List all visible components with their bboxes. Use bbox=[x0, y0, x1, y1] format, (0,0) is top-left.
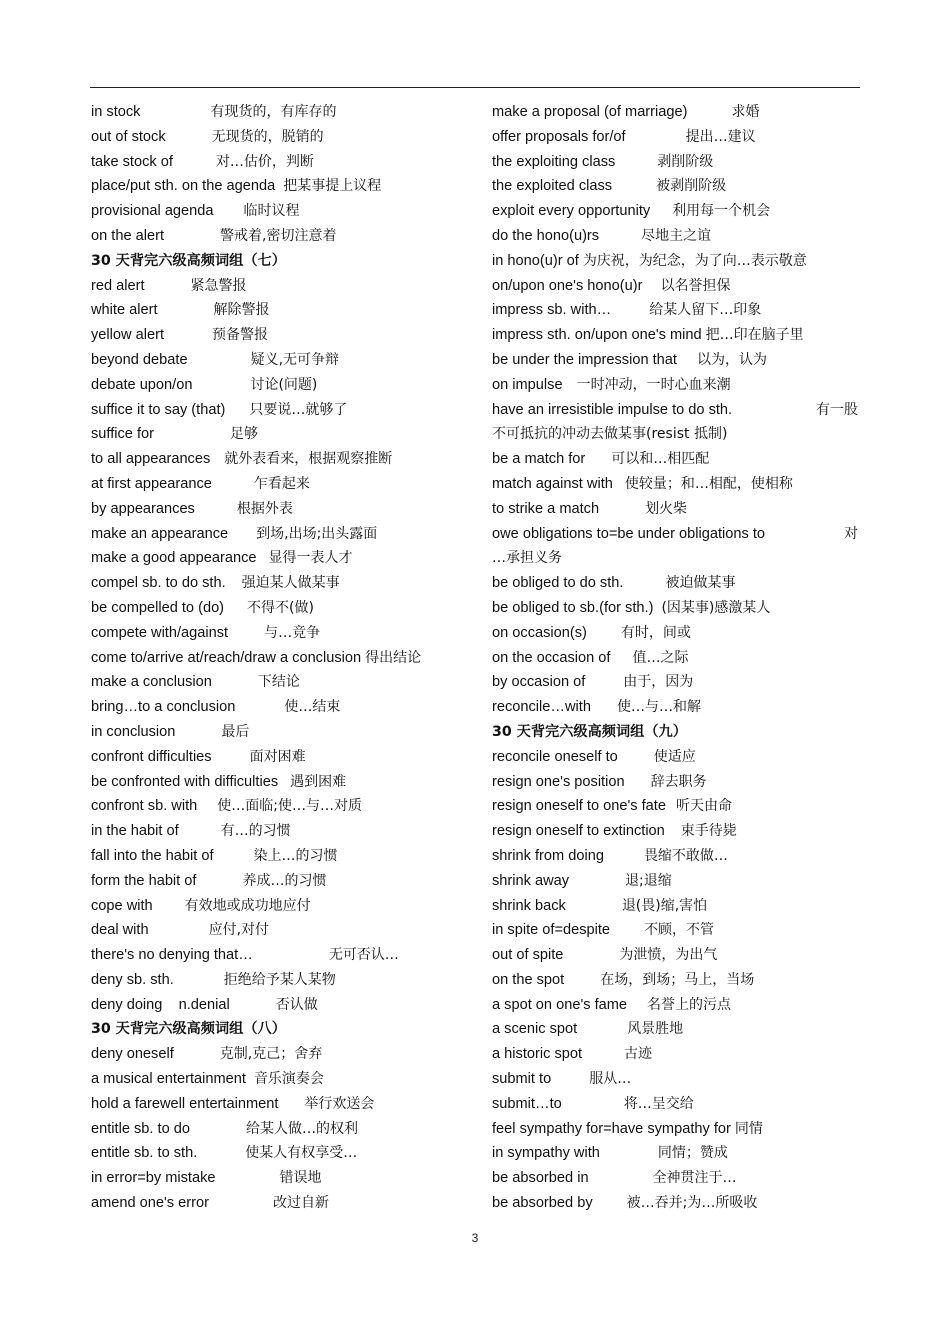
chinese-meaning: 束手待毙 bbox=[680, 823, 737, 840]
english-phrase: make a good appearance bbox=[91, 550, 257, 567]
phrase-entry bbox=[91, 422, 466, 447]
chinese-meaning: 只要说…就够了 bbox=[249, 401, 348, 418]
chinese-meaning: 尽地主之谊 bbox=[641, 227, 712, 244]
phrase-entry bbox=[91, 596, 466, 621]
phrase-entry bbox=[492, 497, 864, 522]
phrase-entry bbox=[91, 770, 466, 795]
phrase-entry bbox=[91, 1092, 466, 1117]
phrase-entry bbox=[492, 174, 864, 199]
phrase-entry bbox=[91, 968, 466, 993]
english-phrase: reconcile…with bbox=[492, 699, 591, 716]
english-phrase: there's no denying that… bbox=[91, 947, 253, 964]
english-phrase: place/put sth. on the agenda bbox=[91, 178, 276, 195]
chinese-meaning: 可以和…相匹配 bbox=[611, 451, 710, 468]
chinese-meaning: 紧急警报 bbox=[190, 277, 247, 294]
chinese-meaning: 把…印在脑子里 bbox=[705, 327, 804, 344]
english-phrase: form the habit of bbox=[91, 872, 197, 889]
english-phrase: suffice for bbox=[91, 426, 154, 443]
chinese-meaning: 由于，因为 bbox=[623, 674, 694, 691]
chinese-meaning: 使…面临;使…与…对质 bbox=[217, 798, 362, 815]
phrase-entry bbox=[492, 522, 864, 547]
chinese-meaning: 使较量；和…相配，使相称 bbox=[624, 475, 793, 492]
phrase-entry bbox=[492, 447, 864, 472]
chinese-meaning: …承担义务 bbox=[492, 550, 562, 567]
chinese-meaning: 使适应 bbox=[653, 748, 696, 765]
chinese-meaning: 面对困难 bbox=[249, 748, 306, 765]
chinese-meaning: 音乐演奏会 bbox=[253, 1071, 324, 1088]
chinese-meaning: 以名誉担保 bbox=[660, 277, 731, 294]
english-phrase: a scenic spot bbox=[492, 1021, 578, 1038]
english-phrase: deny sb. sth. bbox=[91, 971, 174, 988]
chinese-meaning: 养成…的习惯 bbox=[242, 872, 327, 889]
chinese-meaning: 全神贯注于… bbox=[652, 1170, 737, 1187]
english-phrase: resign oneself to extinction bbox=[492, 823, 665, 840]
english-phrase: on the spot bbox=[492, 971, 565, 988]
english-phrase: to all appearances bbox=[91, 451, 211, 468]
chinese-meaning: 有…的习惯 bbox=[220, 823, 291, 840]
phrase-entry bbox=[492, 869, 864, 894]
chinese-meaning: 为泄愤，为出气 bbox=[619, 947, 718, 964]
phrase-entry bbox=[492, 894, 864, 919]
phrase-entry bbox=[91, 621, 466, 646]
phrase-entry bbox=[492, 546, 864, 571]
chinese-meaning: 一时冲动，一时心血来潮 bbox=[576, 376, 731, 393]
chinese-meaning: 最后 bbox=[221, 723, 250, 740]
phrase-entry bbox=[91, 695, 466, 720]
chinese-meaning: 得出结论 bbox=[365, 649, 422, 666]
phrase-entry bbox=[492, 1141, 864, 1166]
section-heading: 30 天背完六级高频词组（九） bbox=[492, 723, 687, 740]
english-phrase: on/upon one's hono(u)r bbox=[492, 277, 643, 294]
chinese-meaning: 就外表看来，根据观察推断 bbox=[224, 451, 393, 468]
chinese-meaning: 被…吞并;为…所吸收 bbox=[626, 1195, 758, 1212]
phrase-entry bbox=[492, 472, 864, 497]
english-phrase: entitle sb. to sth. bbox=[91, 1145, 198, 1162]
chinese-meaning: 与…竞争 bbox=[264, 624, 321, 641]
phrase-entry bbox=[91, 447, 466, 472]
english-phrase: compel sb. to do sth. bbox=[91, 575, 226, 592]
chinese-meaning: 风景胜地 bbox=[627, 1021, 684, 1038]
phrase-entry bbox=[91, 1042, 466, 1067]
phrase-entry bbox=[492, 571, 864, 596]
english-phrase: be absorbed in bbox=[492, 1170, 589, 1187]
english-phrase: red alert bbox=[91, 277, 145, 294]
phrase-entry bbox=[91, 794, 466, 819]
chinese-meaning: 对 bbox=[844, 525, 858, 542]
phrase-entry bbox=[492, 918, 864, 943]
phrase-entry bbox=[492, 646, 864, 671]
page-number: 3 bbox=[471, 1231, 479, 1245]
english-phrase: a historic spot bbox=[492, 1046, 583, 1063]
english-phrase: be under the impression that bbox=[492, 351, 677, 368]
chinese-meaning: 古迹 bbox=[624, 1046, 653, 1063]
chinese-meaning: 克制,克己；舍弃 bbox=[219, 1046, 323, 1063]
chinese-meaning: 否认做 bbox=[275, 996, 318, 1013]
top-rule bbox=[90, 87, 860, 88]
english-phrase: deny oneself bbox=[91, 1046, 174, 1063]
chinese-meaning: 应付,对付 bbox=[208, 922, 270, 939]
english-phrase: a spot on one's fame bbox=[492, 996, 628, 1013]
chinese-meaning: 预备警报 bbox=[212, 327, 268, 344]
chinese-meaning: 警戒着,密切注意着 bbox=[220, 227, 337, 244]
chinese-meaning: 临时议程 bbox=[243, 203, 300, 220]
chinese-meaning: 根据外表 bbox=[236, 500, 293, 517]
english-phrase: exploit every opportunity bbox=[492, 203, 651, 220]
english-phrase: out of spite bbox=[492, 947, 564, 964]
chinese-meaning: 提出…建议 bbox=[685, 128, 756, 145]
english-phrase: take stock of bbox=[91, 153, 173, 170]
chinese-meaning: 不得不(做) bbox=[247, 599, 314, 616]
chinese-meaning: 给某人留下…印象 bbox=[649, 302, 762, 319]
phrase-entry bbox=[91, 918, 466, 943]
chinese-meaning: 把某事提上议程 bbox=[283, 178, 382, 195]
phrase-entry bbox=[91, 174, 466, 199]
chinese-meaning: 被剥削阶级 bbox=[656, 178, 727, 195]
section-heading: 30 天背完六级高频词组（七） bbox=[91, 252, 286, 269]
chinese-meaning: 求婚 bbox=[731, 104, 760, 120]
phrase-entry bbox=[492, 348, 864, 373]
english-phrase: cope with bbox=[91, 897, 153, 914]
english-phrase: at first appearance bbox=[91, 475, 212, 492]
phrase-entry bbox=[492, 1092, 864, 1117]
chinese-meaning: 疑义,无可争辩 bbox=[250, 351, 340, 368]
english-phrase: feel sympathy for=have sympathy for bbox=[492, 1120, 731, 1137]
chinese-meaning: 染上…的习惯 bbox=[253, 847, 338, 864]
chinese-meaning: 使…与…和解 bbox=[616, 699, 701, 716]
phrase-entry bbox=[492, 670, 864, 695]
phrase-entry bbox=[91, 398, 466, 423]
chinese-meaning: 利用每一个机会 bbox=[672, 203, 771, 220]
chinese-meaning: 剥削阶级 bbox=[657, 153, 714, 170]
chinese-meaning: 辞去职务 bbox=[650, 773, 707, 790]
english-phrase: deal with bbox=[91, 922, 149, 939]
chinese-meaning: 同情；赞成 bbox=[657, 1145, 728, 1162]
english-phrase: deny doing n.denial bbox=[91, 996, 230, 1013]
english-phrase: do the hono(u)rs bbox=[492, 227, 600, 244]
chinese-meaning: 有一股 bbox=[816, 401, 858, 418]
phrase-entry bbox=[492, 993, 864, 1018]
english-phrase: bring…to a conclusion bbox=[91, 699, 236, 716]
phrase-entry bbox=[492, 596, 864, 621]
english-phrase: impress sb. with… bbox=[492, 302, 612, 319]
phrase-entry bbox=[91, 1117, 466, 1142]
chinese-meaning: 显得一表人才 bbox=[268, 550, 353, 567]
phrase-entry bbox=[492, 819, 864, 844]
english-phrase: the exploited class bbox=[492, 178, 613, 195]
english-phrase: by occasion of bbox=[492, 674, 586, 691]
english-phrase: shrink back bbox=[492, 897, 566, 914]
chinese-meaning: 错误地 bbox=[279, 1170, 322, 1187]
phrase-entry bbox=[492, 1166, 864, 1191]
english-phrase: submit…to bbox=[492, 1095, 562, 1112]
phrase-entry bbox=[492, 968, 864, 993]
chinese-meaning: 讨论(问题) bbox=[250, 376, 318, 393]
phrase-entry bbox=[492, 323, 864, 348]
phrase-entry bbox=[91, 472, 466, 497]
english-phrase: suffice it to say (that) bbox=[91, 401, 226, 418]
phrase-entry bbox=[492, 199, 864, 224]
english-phrase: make a proposal (of marriage) bbox=[492, 104, 688, 120]
chinese-meaning: 划火柴 bbox=[645, 500, 688, 517]
english-phrase: offer proposals for/of bbox=[492, 128, 626, 145]
phrase-entry bbox=[91, 125, 466, 150]
phrase-entry bbox=[492, 1017, 864, 1042]
chinese-meaning: 强迫某人做某事 bbox=[241, 575, 340, 592]
phrase-entry bbox=[91, 1166, 466, 1191]
section-heading: 30 天背完六级高频词组（八） bbox=[91, 1021, 286, 1038]
chinese-meaning: 有现货的，有库存的 bbox=[210, 104, 337, 120]
english-phrase: by appearances bbox=[91, 500, 195, 517]
english-phrase: on impulse bbox=[492, 376, 563, 393]
english-phrase: be confronted with difficulties bbox=[91, 773, 279, 790]
phrase-entry bbox=[91, 745, 466, 770]
english-phrase: be compelled to (do) bbox=[91, 599, 225, 616]
chinese-meaning: 被迫做某事 bbox=[665, 575, 736, 592]
phrase-entry bbox=[492, 745, 864, 770]
phrase-entry bbox=[492, 1042, 864, 1067]
phrase-entry bbox=[91, 1141, 466, 1166]
chinese-meaning: 为庆祝，为纪念，为了向…表示敬意 bbox=[582, 252, 807, 269]
english-phrase: hold a farewell entertainment bbox=[91, 1095, 279, 1112]
english-phrase: in stock bbox=[91, 104, 141, 120]
chinese-meaning: 退(畏)缩,害怕 bbox=[621, 897, 708, 914]
english-phrase: be obliged to sb.(for sth.) bbox=[492, 599, 654, 616]
chinese-meaning: 遇到困难 bbox=[290, 773, 347, 790]
phrase-entry bbox=[492, 695, 864, 720]
chinese-meaning: 使某人有权享受… bbox=[245, 1145, 358, 1162]
phrase-entry bbox=[91, 224, 466, 249]
chinese-meaning: (因某事)感激某人 bbox=[661, 599, 771, 616]
english-phrase: owe obligations to=be under obligations to bbox=[492, 525, 766, 542]
phrase-entry bbox=[492, 249, 864, 274]
english-phrase: in spite of=despite bbox=[492, 922, 611, 939]
english-phrase: in the habit of bbox=[91, 823, 179, 840]
phrase-entry bbox=[91, 199, 466, 224]
phrase-entry bbox=[91, 670, 466, 695]
english-phrase: yellow alert bbox=[91, 327, 164, 344]
phrase-entry bbox=[91, 646, 466, 671]
english-phrase: make an appearance bbox=[91, 525, 229, 542]
phrase-entry bbox=[492, 1067, 864, 1092]
chinese-meaning: 乍看起来 bbox=[253, 475, 310, 492]
phrase-entry bbox=[91, 571, 466, 596]
english-phrase: resign one's position bbox=[492, 773, 625, 790]
english-phrase: confront difficulties bbox=[91, 748, 212, 765]
phrase-entry bbox=[492, 943, 864, 968]
phrase-entry bbox=[91, 348, 466, 373]
english-phrase: be a match for bbox=[492, 451, 586, 468]
english-phrase: compete with/against bbox=[91, 624, 229, 641]
phrase-entry bbox=[492, 150, 864, 175]
english-phrase: be obliged to do sth. bbox=[492, 575, 624, 592]
english-phrase: amend one's error bbox=[91, 1195, 209, 1212]
english-phrase: resign oneself to one's fate bbox=[492, 798, 666, 815]
phrase-entry bbox=[91, 819, 466, 844]
phrase-entry bbox=[492, 794, 864, 819]
english-phrase: fall into the habit of bbox=[91, 847, 214, 864]
phrase-entry bbox=[91, 323, 466, 348]
english-phrase: on the occasion of bbox=[492, 649, 611, 666]
phrase-entry bbox=[91, 993, 466, 1018]
right-column bbox=[492, 100, 864, 1216]
english-phrase: impress sth. on/upon one's mind bbox=[492, 327, 702, 344]
english-phrase: a musical entertainment bbox=[91, 1071, 246, 1088]
chinese-meaning: 同情 bbox=[734, 1120, 763, 1137]
english-phrase: reconcile oneself to bbox=[492, 748, 618, 765]
chinese-meaning: 足够 bbox=[230, 426, 258, 443]
chinese-meaning: 拒绝给予某人某物 bbox=[223, 971, 336, 988]
phrase-entry bbox=[492, 1191, 864, 1216]
chinese-meaning: 改过自新 bbox=[272, 1195, 329, 1212]
english-phrase: submit to bbox=[492, 1071, 552, 1088]
english-phrase: out of stock bbox=[91, 128, 166, 145]
chinese-meaning: 畏缩不敢做… bbox=[643, 847, 728, 864]
chinese-meaning: 对…估价，判断 bbox=[215, 153, 314, 170]
phrase-entry bbox=[492, 422, 864, 447]
english-phrase: in hono(u)r of bbox=[492, 252, 579, 269]
english-phrase: come to/arrive at/reach/draw a conclusion bbox=[91, 649, 362, 666]
chinese-meaning: 在场，到场；马上，当场 bbox=[600, 971, 755, 988]
english-phrase: on occasion(s) bbox=[492, 624, 587, 641]
chinese-meaning: 到场,出场;出头露面 bbox=[256, 525, 378, 542]
phrase-entry bbox=[91, 720, 466, 745]
english-phrase: shrink away bbox=[492, 872, 570, 889]
phrase-entry bbox=[91, 373, 466, 398]
chinese-meaning: 解除警报 bbox=[213, 302, 270, 319]
phrase-entry bbox=[91, 1191, 466, 1216]
english-phrase: beyond debate bbox=[91, 351, 188, 368]
english-phrase: white alert bbox=[91, 302, 158, 319]
chinese-meaning: 服从… bbox=[589, 1071, 632, 1088]
phrase-entry bbox=[91, 522, 466, 547]
chinese-meaning: 给某人做…的权利 bbox=[245, 1120, 358, 1137]
phrase-entry bbox=[492, 125, 864, 150]
english-phrase: to strike a match bbox=[492, 500, 600, 517]
chinese-meaning: 使…结束 bbox=[284, 699, 341, 716]
english-phrase: shrink from doing bbox=[492, 847, 604, 864]
phrase-entry bbox=[492, 274, 864, 299]
english-phrase: make a conclusion bbox=[91, 674, 212, 691]
phrase-entry bbox=[492, 298, 864, 323]
phrase-entry bbox=[492, 398, 864, 423]
phrase-entry bbox=[91, 869, 466, 894]
phrase-entry bbox=[492, 844, 864, 869]
phrase-entry bbox=[492, 373, 864, 398]
phrase-entry bbox=[91, 943, 466, 968]
phrase-entry bbox=[91, 274, 466, 299]
english-phrase: in error=by mistake bbox=[91, 1170, 216, 1187]
phrase-entry bbox=[91, 150, 466, 175]
english-phrase: match against with bbox=[492, 475, 613, 492]
chinese-meaning: 下结论 bbox=[257, 674, 300, 691]
english-phrase: provisional agenda bbox=[91, 203, 214, 220]
english-phrase: confront sb. with bbox=[91, 798, 198, 815]
phrase-entry bbox=[492, 100, 864, 125]
chinese-meaning: 值…之际 bbox=[632, 649, 689, 666]
english-phrase: entitle sb. to do bbox=[91, 1120, 190, 1137]
english-phrase: have an irresistible impulse to do sth. bbox=[492, 401, 733, 418]
english-phrase: be absorbed by bbox=[492, 1195, 593, 1212]
english-phrase: in conclusion bbox=[91, 723, 176, 740]
phrase-entry bbox=[91, 844, 466, 869]
chinese-meaning: 无现货的，脱销的 bbox=[211, 128, 324, 145]
phrase-entry bbox=[492, 224, 864, 249]
left-column bbox=[91, 100, 466, 1216]
chinese-meaning: 不顾，不管 bbox=[644, 922, 715, 939]
chinese-meaning: 以为，认为 bbox=[696, 351, 767, 368]
phrase-entry bbox=[492, 770, 864, 795]
chinese-meaning: 将…呈交给 bbox=[623, 1095, 694, 1112]
chinese-meaning: 无可否认… bbox=[328, 947, 399, 964]
phrase-entry bbox=[492, 621, 864, 646]
chinese-meaning: 举行欢送会 bbox=[304, 1095, 375, 1112]
chinese-meaning: 有效地或成功地应付 bbox=[184, 897, 311, 914]
phrase-entry bbox=[91, 1067, 466, 1092]
english-phrase: the exploiting class bbox=[492, 153, 616, 170]
english-phrase: on the alert bbox=[91, 227, 165, 244]
phrase-entry bbox=[91, 497, 466, 522]
chinese-meaning: 听天由命 bbox=[675, 798, 732, 815]
phrase-entry bbox=[91, 546, 466, 571]
chinese-meaning: 有时，间或 bbox=[620, 624, 691, 641]
chinese-meaning: 退;退缩 bbox=[625, 872, 672, 889]
english-phrase: in sympathy with bbox=[492, 1145, 600, 1162]
phrase-entry bbox=[91, 298, 466, 323]
english-phrase: debate upon/on bbox=[91, 376, 193, 393]
phrase-entry bbox=[91, 894, 466, 919]
phrase-entry bbox=[91, 100, 466, 125]
chinese-meaning: 不可抵抗的冲动去做某事(resist 抵制) bbox=[492, 426, 728, 443]
chinese-meaning: 名誉上的污点 bbox=[647, 996, 732, 1013]
phrase-entry bbox=[492, 1117, 864, 1142]
